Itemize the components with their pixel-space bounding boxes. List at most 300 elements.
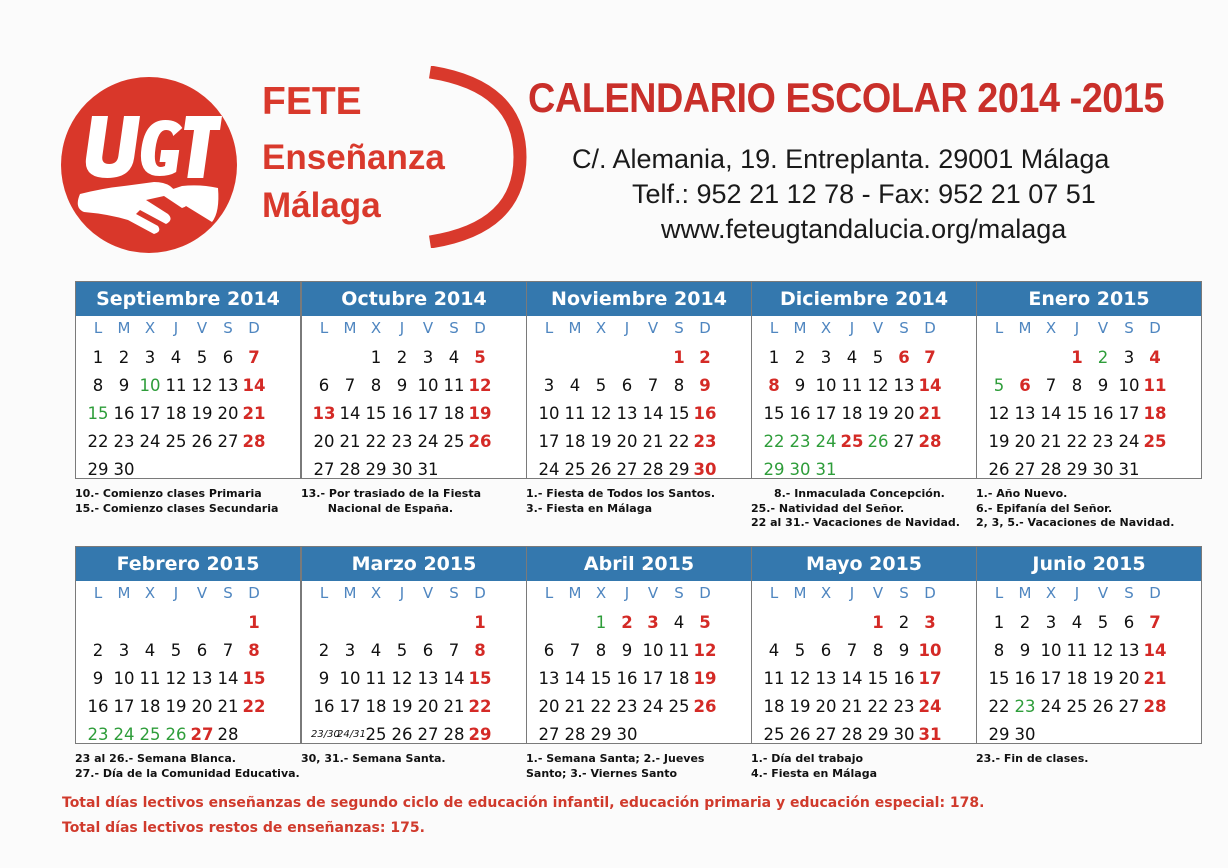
day-cell: 12 xyxy=(590,404,612,423)
day-cell: 7 xyxy=(569,641,581,660)
day-cell: 13 xyxy=(815,669,837,688)
weekday-label: L xyxy=(994,584,1004,602)
day-cell: 9 xyxy=(621,641,633,660)
weekday-label: M xyxy=(1018,584,1032,602)
weekday-label: V xyxy=(422,319,434,337)
day-cell: 8 xyxy=(595,641,607,660)
day-cell: 19 xyxy=(165,697,187,716)
weekday-label: S xyxy=(899,584,909,602)
day-cell: 31 xyxy=(815,460,837,479)
weekday-label: M xyxy=(793,319,807,337)
day-cell: 22 xyxy=(668,432,690,451)
weekday-label: V xyxy=(872,319,884,337)
day-cell: 19 xyxy=(191,404,213,423)
day-cell: 17 xyxy=(417,404,439,423)
day-cell: 17 xyxy=(1118,404,1140,423)
day-cell: 1 xyxy=(595,613,607,632)
day-cell: 7 xyxy=(344,376,356,395)
day-cell: 30 xyxy=(391,460,413,479)
day-cell: 7 xyxy=(222,641,234,660)
day-cell: 23 xyxy=(893,697,915,716)
month-notes xyxy=(526,487,752,516)
day-cell: 12 xyxy=(191,376,213,395)
day-cell: 16 xyxy=(616,669,638,688)
month-notes xyxy=(976,487,1202,531)
day-cell: 20 xyxy=(1014,432,1036,451)
day-cell: 5 xyxy=(794,641,806,660)
weekday-label: D xyxy=(474,319,486,337)
day-cell: 18 xyxy=(1066,669,1088,688)
day-cell: 26 xyxy=(867,432,889,451)
day-cell: 25 xyxy=(1143,432,1167,451)
day-cell: 12 xyxy=(693,641,717,660)
day-cell: 28 xyxy=(242,432,266,451)
day-cell: 28 xyxy=(339,460,361,479)
day-cell: 30 xyxy=(789,460,811,479)
decorative-bracket xyxy=(420,66,530,248)
day-cell: 11 xyxy=(365,669,387,688)
weekday-label: J xyxy=(173,584,179,602)
empty-cell xyxy=(1038,344,1064,372)
weekday-label: D xyxy=(248,319,260,337)
weekday-label: D xyxy=(1149,319,1161,337)
day-cell: 1 xyxy=(248,613,260,632)
day-cell: 8 xyxy=(673,376,685,395)
month-name: Febrero 2015 xyxy=(76,547,300,581)
day-cell: 9 xyxy=(794,376,806,395)
note-line: 23.- Fin de clases. xyxy=(976,752,1089,765)
day-cell: 20 xyxy=(313,432,335,451)
weekday-label: S xyxy=(899,319,909,337)
day-cell: 25 xyxy=(165,432,187,451)
day-cell: 11 xyxy=(841,376,863,395)
day-cell: 15 xyxy=(87,404,109,423)
month-box xyxy=(976,281,1202,479)
day-cell: 18 xyxy=(668,669,690,688)
weekday-label: L xyxy=(544,584,554,602)
weekday-label: S xyxy=(223,319,233,337)
empty-cell xyxy=(839,609,865,637)
weekday-label: J xyxy=(849,319,855,337)
day-cell: 18 xyxy=(365,697,387,716)
day-cell: 22 xyxy=(468,697,492,716)
note-line: 8.- Inmaculada Concepción. xyxy=(751,487,945,500)
day-cell: 5 xyxy=(872,348,884,367)
day-cell: 4 xyxy=(768,641,780,660)
day-cell: 19 xyxy=(988,432,1010,451)
day-cell: 9 xyxy=(1097,376,1109,395)
empty-cell xyxy=(363,609,389,637)
day-cell: 15 xyxy=(365,404,387,423)
month-box xyxy=(526,281,752,479)
empty-cell xyxy=(415,609,441,637)
day-cell: 13 xyxy=(538,669,560,688)
empty-cell xyxy=(562,609,588,637)
day-cell: 15 xyxy=(590,669,612,688)
weekday-label: S xyxy=(674,584,684,602)
day-cell: 1 xyxy=(673,348,685,367)
day-cell: 1 xyxy=(768,348,780,367)
day-cell: 7 xyxy=(924,348,936,367)
day-cell: 10 xyxy=(918,641,942,660)
empty-cell xyxy=(163,609,189,637)
brand-malaga: Málaga xyxy=(262,186,381,225)
total-days-other: Total días lectivos restos de enseñanzas: 175. xyxy=(62,820,425,836)
day-cell: 3 xyxy=(543,376,555,395)
days-grid xyxy=(76,340,300,484)
day-cell: 16 xyxy=(113,404,135,423)
day-cell: 5 xyxy=(993,376,1005,395)
day-cell: 31 xyxy=(918,725,942,744)
day-cell: 11 xyxy=(564,404,586,423)
day-cell: 17 xyxy=(918,669,942,688)
day-cell: 18 xyxy=(564,432,586,451)
day-cell: 19 xyxy=(789,697,811,716)
month-box xyxy=(301,281,527,479)
day-cell: 21 xyxy=(1040,432,1062,451)
weekday-label: V xyxy=(196,584,208,602)
day-cell: 8 xyxy=(474,641,486,660)
day-cell: 26 xyxy=(988,460,1010,479)
note-line: 1.- Semana Santa; 2.- Jueves xyxy=(526,752,705,765)
day-cell: 21 xyxy=(1143,669,1167,688)
day-cell: 13 xyxy=(191,669,213,688)
weekday-header xyxy=(527,581,751,605)
day-cell: 23 xyxy=(1092,432,1114,451)
note-line: 1.- Año Nuevo. xyxy=(976,487,1068,500)
day-cell: 10 xyxy=(538,404,560,423)
weekday-label: L xyxy=(769,319,779,337)
weekday-label: X xyxy=(820,319,832,337)
day-cell: 2 xyxy=(699,348,711,367)
day-cell: 27 xyxy=(1118,697,1140,716)
month-box xyxy=(301,546,527,744)
days-grid xyxy=(752,340,976,484)
day-cell: 3 xyxy=(118,641,130,660)
day-cell: 6 xyxy=(1019,376,1031,395)
day-cell: 4 xyxy=(170,348,182,367)
day-cell: 6 xyxy=(196,641,208,660)
weekday-label: S xyxy=(449,319,459,337)
weekday-label: X xyxy=(595,319,607,337)
month-calendar xyxy=(75,281,301,516)
day-cell: 27 xyxy=(538,725,560,744)
day-cell: 22 xyxy=(87,432,109,451)
day-cell: 22 xyxy=(867,697,889,716)
day-cell: 8 xyxy=(1071,376,1083,395)
brand-fete: FETE xyxy=(262,80,362,123)
day-cell: 30 xyxy=(1092,460,1114,479)
note-line: 10.- Comienzo clases Primaria xyxy=(75,487,262,500)
month-name: Octubre 2014 xyxy=(302,282,526,316)
day-cell: 11 xyxy=(165,376,187,395)
weekday-label: M xyxy=(793,584,807,602)
month-notes xyxy=(976,752,1202,767)
weekday-label: J xyxy=(849,584,855,602)
day-cell: 17 xyxy=(815,404,837,423)
month-name: Noviembre 2014 xyxy=(527,282,751,316)
day-cell: 13 xyxy=(217,376,239,395)
day-cell: 8 xyxy=(872,641,884,660)
day-cell: 20 xyxy=(217,404,239,423)
weekday-label: V xyxy=(647,319,659,337)
day-cell: 28 xyxy=(1040,460,1062,479)
day-cell: 20 xyxy=(538,697,560,716)
day-cell: 9 xyxy=(699,376,711,395)
day-cell: 16 xyxy=(1092,404,1114,423)
month-notes xyxy=(75,487,301,516)
day-cell: 17 xyxy=(538,432,560,451)
day-cell: 4 xyxy=(569,376,581,395)
day-cell: 28 xyxy=(642,460,664,479)
day-cell: 20 xyxy=(417,697,439,716)
weekday-label: X xyxy=(1045,319,1057,337)
day-cell: 24 xyxy=(642,697,664,716)
day-cell: 14 xyxy=(918,376,942,395)
day-cell: 15 xyxy=(668,404,690,423)
day-cell: 6 xyxy=(222,348,234,367)
day-cell: 25 xyxy=(443,432,465,451)
day-cell: 25 xyxy=(840,432,864,451)
day-cell: 25 xyxy=(668,697,690,716)
day-cell: 16 xyxy=(391,404,413,423)
day-cell: 14 xyxy=(841,669,863,688)
day-cell: 10 xyxy=(1040,641,1062,660)
day-cell: 13 xyxy=(417,669,439,688)
day-cell: 30 xyxy=(113,460,135,479)
day-cell: 22 xyxy=(242,697,266,716)
day-cell: 24 xyxy=(815,432,837,451)
day-cell: 23 xyxy=(87,725,109,744)
day-cell: 28 xyxy=(841,725,863,744)
day-cell: 17 xyxy=(139,404,161,423)
day-cell: 6 xyxy=(422,641,434,660)
day-cell: 29 xyxy=(365,460,387,479)
weekday-label: M xyxy=(568,584,582,602)
day-cell: 12 xyxy=(165,669,187,688)
day-cell: 4 xyxy=(1149,348,1161,367)
day-cell: 7 xyxy=(1149,613,1161,632)
page-title: CALENDARIO ESCOLAR 2014 -2015 xyxy=(528,74,1165,121)
day-cell: 2 xyxy=(118,348,130,367)
month-name: Junio 2015 xyxy=(977,547,1201,581)
weekday-header xyxy=(76,581,300,605)
month-calendar xyxy=(976,281,1202,531)
day-cell: 3 xyxy=(924,613,936,632)
day-cell: 2 xyxy=(318,641,330,660)
day-cell: 15 xyxy=(988,669,1010,688)
month-box xyxy=(976,546,1202,744)
day-cell: 25 xyxy=(1066,697,1088,716)
empty-cell xyxy=(337,344,363,372)
day-cell: 1 xyxy=(370,348,382,367)
day-cell: 26 xyxy=(165,725,187,744)
day-cell: 12 xyxy=(867,376,889,395)
empty-cell xyxy=(137,609,163,637)
days-grid xyxy=(752,605,976,749)
empty-cell xyxy=(1012,344,1038,372)
day-cell: 2 xyxy=(1019,613,1031,632)
day-cell: 17 xyxy=(339,697,361,716)
weekday-label: D xyxy=(248,584,260,602)
day-cell: 4 xyxy=(144,641,156,660)
empty-cell xyxy=(337,609,363,637)
day-cell: 4 xyxy=(846,348,858,367)
weekday-label: M xyxy=(568,319,582,337)
day-cell: 3 xyxy=(1045,613,1057,632)
day-cell: 2 xyxy=(92,641,104,660)
day-cell: 25 xyxy=(139,725,161,744)
month-calendar xyxy=(301,546,527,767)
empty-cell xyxy=(761,609,787,637)
day-cell: 7 xyxy=(1045,376,1057,395)
day-cell: 14 xyxy=(564,669,586,688)
day-cell: 2 xyxy=(898,613,910,632)
month-name: Septiembre 2014 xyxy=(76,282,300,316)
day-cell: 13 xyxy=(312,404,336,423)
brand-ensenanza: Enseñanza xyxy=(262,138,445,177)
day-cell: 12 xyxy=(1092,641,1114,660)
weekday-label: L xyxy=(319,584,329,602)
day-cell: 8 xyxy=(993,641,1005,660)
empty-cell xyxy=(536,344,562,372)
empty-cell xyxy=(85,609,111,637)
day-cell: 7 xyxy=(248,348,260,367)
day-cell: 29 xyxy=(668,460,690,479)
day-cell: 11 xyxy=(139,669,161,688)
day-cell: 1 xyxy=(1071,348,1083,367)
day-cell: 25 xyxy=(365,725,387,744)
weekday-label: J xyxy=(399,584,405,602)
total-days-primary: Total días lectivos enseñanzas de segundo ciclo de educación infantil, educación primaria y educación especial: 178. xyxy=(62,795,985,811)
day-cell: 28 xyxy=(443,725,465,744)
day-cell: 15 xyxy=(867,669,889,688)
weekday-label: M xyxy=(117,584,131,602)
day-cell: 10 xyxy=(113,669,135,688)
day-cell: 13 xyxy=(1118,641,1140,660)
website-link[interactable]: www.feteugtandalucia.org/malaga xyxy=(661,214,1067,244)
days-grid xyxy=(527,605,751,749)
day-cell: 20 xyxy=(893,404,915,423)
day-cell: 1 xyxy=(993,613,1005,632)
days-grid xyxy=(302,605,526,749)
weekday-label: M xyxy=(343,319,357,337)
day-cell: 4 xyxy=(673,613,685,632)
month-box xyxy=(751,281,977,479)
day-cell: 30 xyxy=(893,725,915,744)
day-cell: 6 xyxy=(621,376,633,395)
day-cell: 27 xyxy=(893,432,915,451)
day-cell: 22 xyxy=(988,697,1010,716)
weekday-header xyxy=(302,316,526,340)
weekday-header xyxy=(752,581,976,605)
day-cell: 23 xyxy=(391,432,413,451)
day-cell: 6 xyxy=(318,376,330,395)
day-cell: 30 xyxy=(693,460,717,479)
day-cell: 20 xyxy=(191,697,213,716)
weekday-label: V xyxy=(647,584,659,602)
day-cell: 21 xyxy=(217,697,239,716)
day-cell: 31 xyxy=(417,460,439,479)
weekday-label: X xyxy=(370,319,382,337)
empty-cell xyxy=(813,609,839,637)
day-cell: 21 xyxy=(918,404,942,423)
weekday-label: X xyxy=(1045,584,1057,602)
day-cell: 29 xyxy=(1066,460,1088,479)
empty-cell xyxy=(787,609,813,637)
weekday-header xyxy=(977,316,1201,340)
day-cell: 9 xyxy=(1019,641,1031,660)
day-cell: 13 xyxy=(616,404,638,423)
weekday-label: V xyxy=(1097,319,1109,337)
day-cell: 29 xyxy=(590,725,612,744)
note-line: 1.- Fiesta de Todos los Santos. xyxy=(526,487,716,500)
weekday-label: M xyxy=(117,319,131,337)
day-cell: 14 xyxy=(443,669,465,688)
weekday-label: S xyxy=(449,584,459,602)
note-line: 13.- Por trasiado de la Fiesta xyxy=(301,487,482,500)
day-cell: 18 xyxy=(1143,404,1167,423)
day-cell: 15 xyxy=(468,669,492,688)
weekday-label: L xyxy=(319,319,329,337)
weekday-label: D xyxy=(474,584,486,602)
weekday-label: L xyxy=(93,319,103,337)
month-notes xyxy=(301,752,527,767)
day-cell: 14 xyxy=(1040,404,1062,423)
day-cell: 9 xyxy=(92,669,104,688)
day-cell: 29 xyxy=(763,460,785,479)
day-cell: 22 xyxy=(590,697,612,716)
empty-cell xyxy=(441,609,467,637)
day-cell: 17 xyxy=(642,669,664,688)
weekday-label: J xyxy=(624,584,630,602)
month-calendar xyxy=(751,546,977,781)
note-line: Santo; 3.- Viernes Santo xyxy=(526,766,678,780)
day-cell: 14 xyxy=(1143,641,1167,660)
day-cell: 22 xyxy=(1066,432,1088,451)
day-cell: 20 xyxy=(1118,669,1140,688)
empty-cell xyxy=(189,609,215,637)
weekday-label: X xyxy=(144,319,156,337)
weekday-label: V xyxy=(872,584,884,602)
day-cell: 14 xyxy=(217,669,239,688)
month-notes xyxy=(751,487,977,531)
day-cell: 6 xyxy=(898,348,910,367)
day-cell: 12 xyxy=(468,376,492,395)
empty-cell xyxy=(640,344,666,372)
day-cell: 10 xyxy=(1118,376,1140,395)
day-cell: 23 xyxy=(113,432,135,451)
day-cell: 26 xyxy=(789,725,811,744)
ugt-logo xyxy=(58,76,240,254)
day-cell: 1 xyxy=(872,613,884,632)
empty-cell xyxy=(562,344,588,372)
weekday-header xyxy=(527,316,751,340)
note-line: 2, 3, 5.- Vacaciones de Navidad. xyxy=(976,516,1175,529)
weekday-label: V xyxy=(422,584,434,602)
day-cell: 7 xyxy=(846,641,858,660)
month-notes xyxy=(301,487,527,516)
empty-cell xyxy=(215,609,241,637)
day-cell: 21 xyxy=(642,432,664,451)
note-line: 3.- Fiesta en Málaga xyxy=(526,501,653,515)
day-cell: 5 xyxy=(474,348,486,367)
day-cell: 28 xyxy=(918,432,942,451)
day-cell: 27 xyxy=(190,725,214,744)
day-cell: 26 xyxy=(468,432,492,451)
day-cell: 16 xyxy=(87,697,109,716)
day-cell: 11 xyxy=(763,669,785,688)
